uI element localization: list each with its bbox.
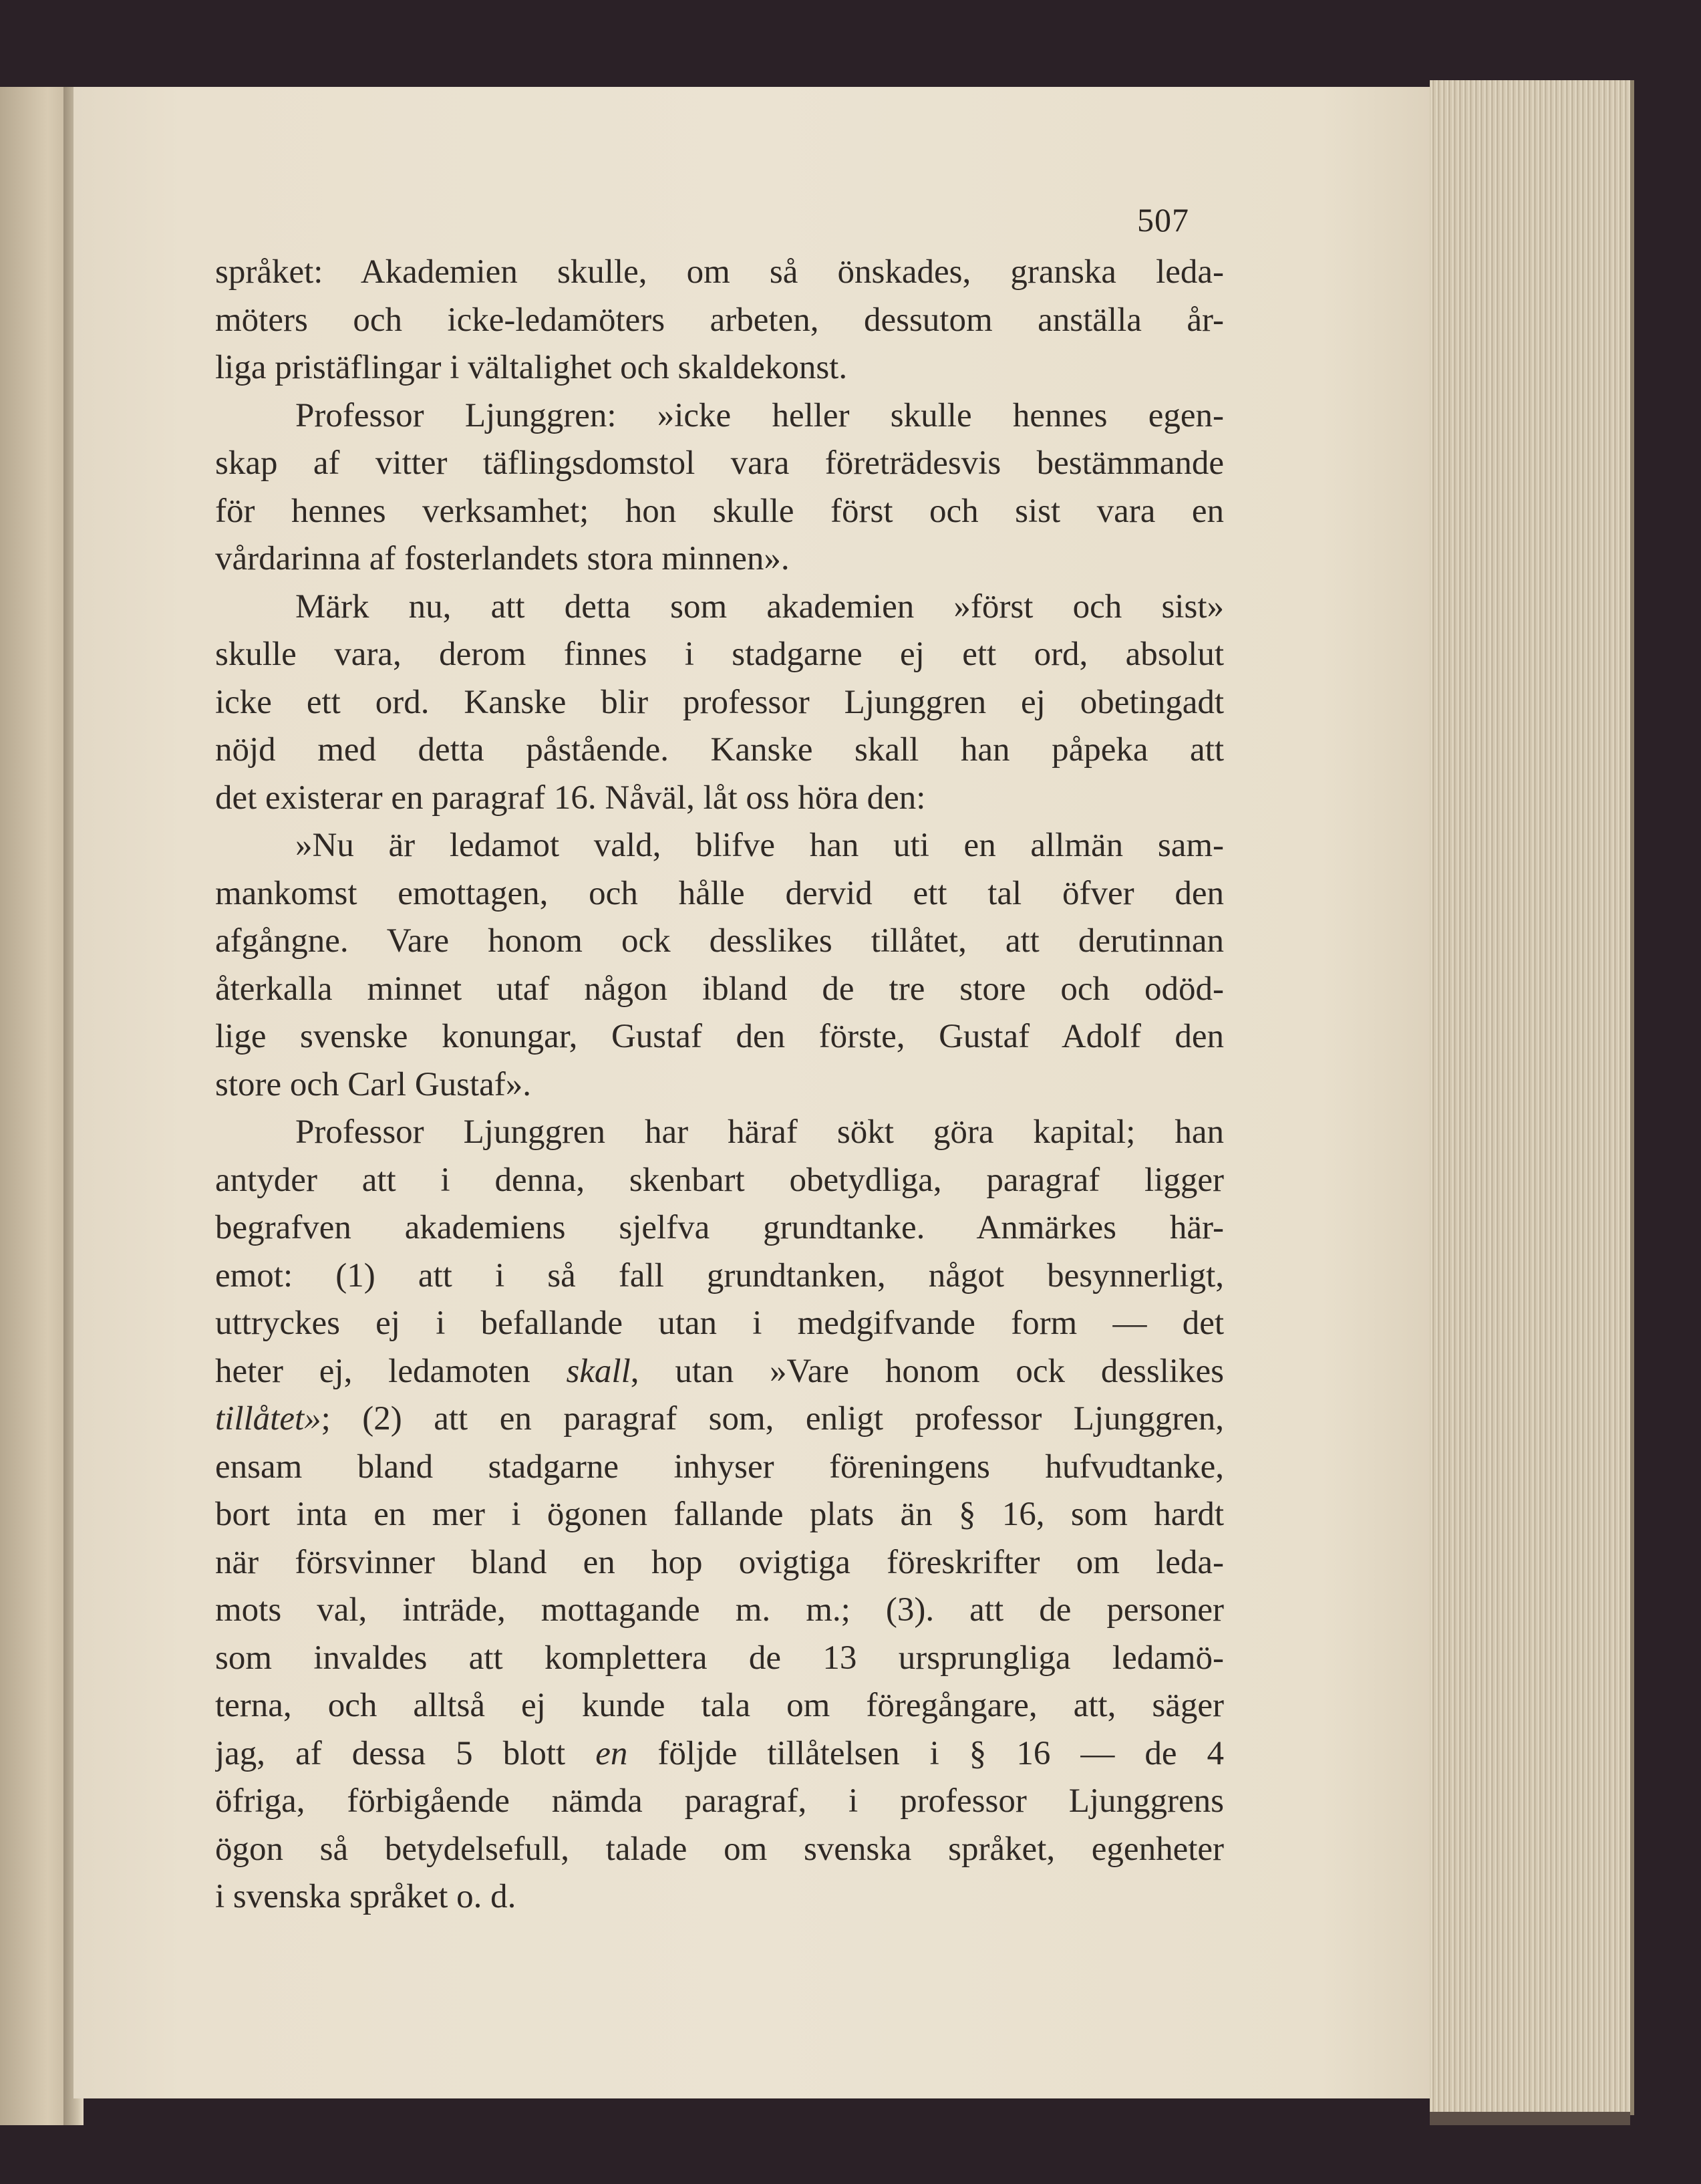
text-line: skulle vara, derom finnes i stadgarne ej ett ord, absolut — [215, 636, 1224, 673]
text-line: skap af vitter täflingsdomstol vara företrädesvis bestämmande — [215, 444, 1224, 482]
text-line: språket: Akademien skulle, om så önskades, granska leda- — [215, 253, 1224, 291]
text-line: det existerar en paragraf 16. Nåväl, låt oss höra den: — [215, 779, 926, 817]
text-line: ensam bland stadgarne inhyser föreningens hufvudtanke, — [215, 1448, 1224, 1486]
text-segment: jag, af dessa 5 blott — [215, 1734, 596, 1772]
italic-word: skall — [566, 1352, 631, 1390]
text-line: icke ett ord. Kanske blir professor Ljunggren ej obetingadt — [215, 683, 1224, 721]
text-line: för hennes verksamhet; hon skulle först och sist vara en — [215, 492, 1224, 530]
text-segment: heter ej, ledamoten — [215, 1352, 567, 1390]
text-line: antyder att i denna, skenbart obetydliga, paragraf ligger — [215, 1161, 1224, 1199]
facing-page-edge — [0, 87, 73, 2125]
text-line — [215, 1348, 1224, 1396]
text-segment: följde tillåtelsen i § 16 — de 4 — [627, 1734, 1224, 1772]
text-line: när försvinner bland en hop ovigtiga föreskrifter om leda- — [215, 1543, 1224, 1581]
text-line: uttryckes ej i befallande utan i medgifvande form — det — [215, 1305, 1224, 1342]
text-line: nöjd med detta påstående. Kanske skall han påpeka att — [215, 731, 1224, 769]
text-line: lige svenske konungar, Gustaf den förste, Gustaf Adolf den — [215, 1018, 1224, 1055]
text-line: ögon så betydelsefull, talade om svenska språket, egenheter — [215, 1830, 1224, 1868]
text-line: afgångne. Vare honom ock desslikes tillåtet, att derutinnan — [215, 922, 1224, 960]
text-line: liga pristäflingar i vältalighet och skaldekonst. — [215, 349, 848, 386]
text-line: Professor Ljunggren: »icke heller skulle hennes egen- — [295, 396, 1224, 434]
text-line: öfriga, förbigående nämda paragraf, i professor Ljunggrens — [215, 1782, 1224, 1820]
text-line: i svenska språket o. d. — [215, 1878, 516, 1915]
text-line: mankomst emottagen, och hålle dervid ett tal öfver den — [215, 874, 1224, 912]
text-line: terna, och alltså ej kunde tala om föregångare, att, säger — [215, 1687, 1224, 1724]
text-line: bort inta en mer i ögonen fallande plats än § 16, som hardt — [215, 1496, 1224, 1533]
page-block-shadow — [1430, 2112, 1630, 2125]
text-line: mots val, inträde, mottagande m. m.; (3). att de personer — [215, 1591, 1224, 1629]
text-line: begrafven akademiens sjelfva grundtanke. Anmärkes här- — [215, 1209, 1224, 1246]
text-line: »Nu är ledamot vald, blifve han uti en allmän sam- — [295, 827, 1224, 864]
page-number: 507 — [1137, 201, 1189, 239]
italic-word: tillåtet» — [215, 1400, 321, 1438]
text-line: emot: (1) att i så fall grundtanken, något besynnerligt, — [215, 1256, 1224, 1294]
text-line: Professor Ljunggren har häraf sökt göra kapital; han — [295, 1113, 1224, 1151]
text-line: store och Carl Gustaf». — [215, 1065, 532, 1103]
text-line: möters och icke-ledamöters arbeten, dessutom anställa år- — [215, 301, 1224, 339]
text-line — [215, 1395, 1224, 1444]
text-segment: , utan »Vare honom ock desslikes — [630, 1352, 1224, 1390]
text-line: återkalla minnet utaf någon ibland de tre store och odöd- — [215, 970, 1224, 1008]
text-line: Märk nu, att detta som akademien »först och sist» — [295, 587, 1224, 626]
italic-word: en — [595, 1734, 628, 1772]
text-line — [215, 1730, 1224, 1778]
text-segment: ; (2) att en paragraf som, enligt professor Ljunggren, — [321, 1400, 1224, 1438]
text-line: vårdarinna af fosterlandets stora minnen». — [215, 540, 790, 577]
text-line: som invaldes att komplettera de 13 ursprungliga ledamö- — [215, 1639, 1224, 1677]
body-text — [215, 249, 1224, 1921]
page-block-edges — [1430, 80, 1634, 2115]
